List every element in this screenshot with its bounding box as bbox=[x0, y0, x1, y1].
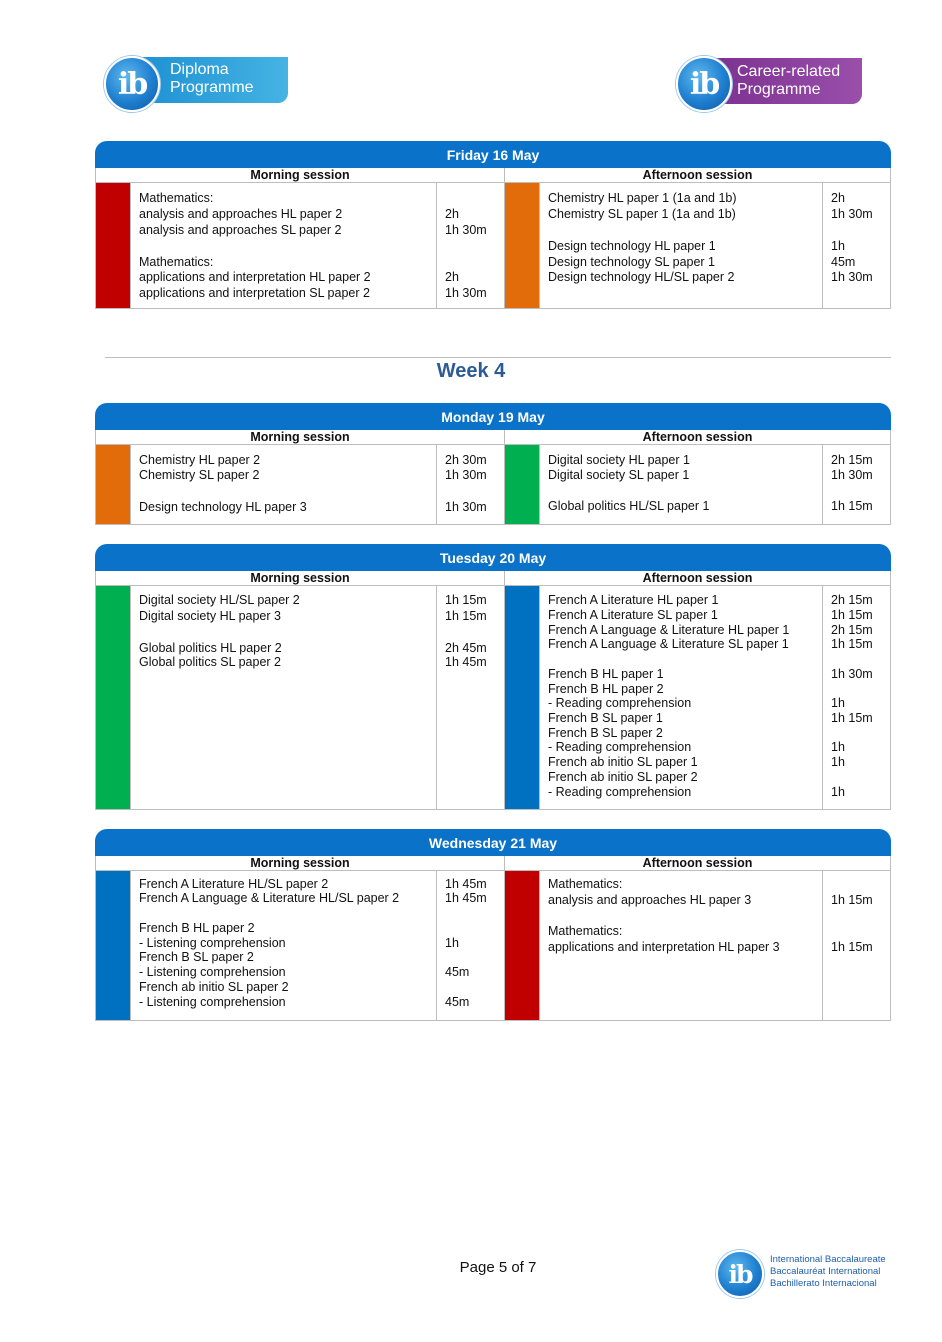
exam-name: French A Literature HL paper 1 bbox=[548, 593, 719, 607]
exam-name: Global politics SL paper 2 bbox=[139, 655, 281, 669]
exam-name: French B HL paper 1 bbox=[548, 667, 664, 681]
afternoon-session-label: Afternoon session bbox=[505, 856, 890, 871]
ib-footer-line2: Baccalauréat International bbox=[770, 1266, 881, 1277]
exam-duration: 2h 15m bbox=[831, 453, 873, 467]
day-table-wednesday bbox=[95, 829, 891, 1021]
afternoon-session-label: Afternoon session bbox=[505, 168, 890, 183]
exam-name: - Reading comprehension bbox=[548, 785, 692, 799]
exam-duration: 1h 30m bbox=[445, 223, 487, 237]
morning-color-bar bbox=[96, 871, 130, 1020]
exam-name: French B SL paper 2 bbox=[139, 950, 254, 964]
exam-name: French B SL paper 2 bbox=[548, 726, 663, 740]
exam-name: French ab initio SL paper 2 bbox=[548, 770, 698, 784]
exam-duration: 1h bbox=[445, 936, 459, 950]
exam-duration: 2h bbox=[831, 191, 845, 205]
exam-duration: 2h bbox=[445, 207, 459, 221]
duration-divider bbox=[822, 445, 823, 524]
exam-duration: 1h bbox=[831, 696, 845, 710]
bar-edge bbox=[539, 445, 540, 524]
dp-logo-line1: Diploma bbox=[170, 61, 229, 78]
exam-name: applications and interpretation SL paper 2 bbox=[139, 286, 370, 300]
exam-duration: 45m bbox=[445, 995, 470, 1009]
exam-name: Digital society SL paper 1 bbox=[548, 468, 690, 482]
duration-divider bbox=[436, 871, 437, 1020]
afternoon-color-bar bbox=[505, 586, 539, 809]
exam-duration: 1h 30m bbox=[831, 270, 873, 284]
exam-name: Digital society HL paper 3 bbox=[139, 609, 281, 623]
dp-logo-line2: Programme bbox=[170, 79, 254, 96]
exam-name: - Reading comprehension bbox=[548, 740, 692, 754]
exam-name: analysis and approaches HL paper 3 bbox=[548, 893, 752, 907]
bar-edge bbox=[130, 445, 131, 524]
ib-icon: ib bbox=[716, 1250, 764, 1298]
week-title: Week 4 bbox=[436, 360, 506, 382]
exam-name: Chemistry SL paper 2 bbox=[139, 468, 260, 482]
day-title: Monday 19 May bbox=[95, 403, 891, 430]
bar-edge bbox=[130, 183, 131, 308]
exam-name: French A Language & Literature HL/SL paper 2 bbox=[139, 891, 400, 905]
exam-name: Design technology HL paper 1 bbox=[548, 239, 716, 253]
morning-session-label: Morning session bbox=[96, 856, 504, 871]
exam-duration: 2h bbox=[445, 270, 459, 284]
exam-name: Design technology SL paper 1 bbox=[548, 255, 716, 269]
morning-color-bar bbox=[96, 445, 130, 524]
ib-icon: ib bbox=[676, 56, 732, 112]
morning-session-label: Morning session bbox=[96, 168, 504, 183]
day-table-friday bbox=[95, 141, 891, 309]
cp-logo-line1: Career-related bbox=[737, 63, 841, 80]
exam-name: Digital society HL/SL paper 2 bbox=[139, 593, 300, 607]
exam-name: Chemistry HL paper 2 bbox=[139, 453, 261, 467]
duration-divider bbox=[436, 586, 437, 809]
exam-duration: 2h 45m bbox=[445, 641, 487, 655]
exam-name: French B SL paper 1 bbox=[548, 711, 663, 725]
exam-name: - Reading comprehension bbox=[548, 696, 692, 710]
exam-name: - Listening comprehension bbox=[139, 965, 286, 979]
exam-name: Design technology HL/SL paper 2 bbox=[548, 270, 735, 284]
divider bbox=[105, 357, 891, 358]
exam-name: French B HL paper 2 bbox=[139, 921, 255, 935]
exam-name: French ab initio SL paper 2 bbox=[139, 980, 289, 994]
exam-name: - Listening comprehension bbox=[139, 995, 286, 1009]
duration-divider bbox=[822, 183, 823, 308]
exam-duration: 1h bbox=[831, 785, 845, 799]
exam-name: French A Literature HL/SL paper 2 bbox=[139, 877, 329, 891]
exam-name: applications and interpretation HL paper 2 bbox=[139, 270, 371, 284]
exam-name: French A Language & Literature SL paper 1 bbox=[548, 637, 789, 651]
duration-divider bbox=[822, 871, 823, 1020]
afternoon-color-bar bbox=[505, 183, 539, 308]
career-related-programme-logo bbox=[676, 56, 862, 110]
day-table-tuesday bbox=[95, 544, 891, 810]
duration-divider bbox=[436, 445, 437, 524]
exam-name: Mathematics: bbox=[139, 191, 214, 205]
exam-name: analysis and approaches HL paper 2 bbox=[139, 207, 343, 221]
exam-name: Design technology HL paper 3 bbox=[139, 500, 307, 514]
bar-edge bbox=[539, 183, 540, 308]
ib-icon: ib bbox=[104, 56, 160, 112]
page-number: Page 5 of 7 bbox=[459, 1259, 537, 1276]
ib-footer-line3: Bachillerato Internacional bbox=[770, 1278, 877, 1289]
exam-duration: 1h bbox=[831, 755, 845, 769]
diploma-programme-logo bbox=[104, 56, 288, 110]
exam-duration: 1h bbox=[831, 239, 845, 253]
exam-name: French A Literature SL paper 1 bbox=[548, 608, 718, 622]
exam-name: Mathematics: bbox=[548, 924, 623, 938]
duration-divider bbox=[436, 183, 437, 308]
exam-duration: 2h 15m bbox=[831, 623, 873, 637]
exam-name: analysis and approaches SL paper 2 bbox=[139, 223, 342, 237]
exam-duration: 1h 30m bbox=[445, 500, 487, 514]
exam-duration: 1h 45m bbox=[445, 891, 487, 905]
exam-duration: 1h 15m bbox=[831, 893, 873, 907]
afternoon-color-bar bbox=[505, 871, 539, 1020]
day-body bbox=[95, 430, 891, 525]
exam-duration: 2h 15m bbox=[831, 593, 873, 607]
exam-duration: 1h 15m bbox=[831, 608, 873, 622]
exam-name: French B HL paper 2 bbox=[548, 682, 664, 696]
bar-edge bbox=[539, 586, 540, 809]
exam-duration: 1h 15m bbox=[831, 711, 873, 725]
bar-edge bbox=[539, 871, 540, 1020]
day-title: Tuesday 20 May bbox=[95, 544, 891, 571]
exam-name: French A Language & Literature HL paper 1 bbox=[548, 623, 790, 637]
exam-duration: 1h 15m bbox=[831, 499, 873, 513]
exam-duration: 1h 30m bbox=[831, 468, 873, 482]
exam-duration: 2h 30m bbox=[445, 453, 487, 467]
exam-duration: 1h 30m bbox=[445, 286, 487, 300]
exam-duration: 1h 15m bbox=[831, 940, 873, 954]
exam-name: Digital society HL paper 1 bbox=[548, 453, 690, 467]
exam-duration: 1h 30m bbox=[445, 468, 487, 482]
exam-duration: 1h 15m bbox=[445, 593, 487, 607]
morning-session-label: Morning session bbox=[96, 430, 504, 445]
day-body bbox=[95, 856, 891, 1021]
morning-color-bar bbox=[96, 183, 130, 308]
exam-duration: 1h 45m bbox=[445, 877, 487, 891]
exam-name: Chemistry SL paper 1 (1a and 1b) bbox=[548, 207, 736, 221]
exam-name: Mathematics: bbox=[139, 255, 214, 269]
exam-duration: 1h bbox=[831, 740, 845, 754]
exam-duration: 45m bbox=[831, 255, 856, 269]
bar-edge bbox=[130, 586, 131, 809]
afternoon-session-label: Afternoon session bbox=[505, 430, 890, 445]
afternoon-color-bar bbox=[505, 445, 539, 524]
exam-name: - Listening comprehension bbox=[139, 936, 286, 950]
cp-logo-line2: Programme bbox=[737, 81, 821, 98]
exam-name: Global politics HL paper 2 bbox=[139, 641, 282, 655]
afternoon-session-label: Afternoon session bbox=[505, 571, 890, 586]
day-body bbox=[95, 571, 891, 810]
exam-name: Chemistry HL paper 1 (1a and 1b) bbox=[548, 191, 737, 205]
exam-duration: 1h 30m bbox=[831, 667, 873, 681]
exam-duration: 1h 30m bbox=[831, 207, 873, 221]
exam-duration: 45m bbox=[445, 965, 470, 979]
exam-name: applications and interpretation HL paper 3 bbox=[548, 940, 780, 954]
day-title: Wednesday 21 May bbox=[95, 829, 891, 856]
exam-duration: 1h 15m bbox=[445, 609, 487, 623]
morning-color-bar bbox=[96, 586, 130, 809]
exam-name: Mathematics: bbox=[548, 877, 623, 891]
exam-duration: 1h 45m bbox=[445, 655, 487, 669]
morning-session-label: Morning session bbox=[96, 571, 504, 586]
bar-edge bbox=[130, 871, 131, 1020]
exam-name: French ab initio SL paper 1 bbox=[548, 755, 698, 769]
day-body bbox=[95, 168, 891, 309]
day-title: Friday 16 May bbox=[95, 141, 891, 168]
exam-duration: 1h 15m bbox=[831, 637, 873, 651]
day-table-monday bbox=[95, 403, 891, 525]
ib-footer-line1: International Baccalaureate bbox=[770, 1254, 886, 1265]
exam-name: Global politics HL/SL paper 1 bbox=[548, 499, 710, 513]
duration-divider bbox=[822, 586, 823, 809]
